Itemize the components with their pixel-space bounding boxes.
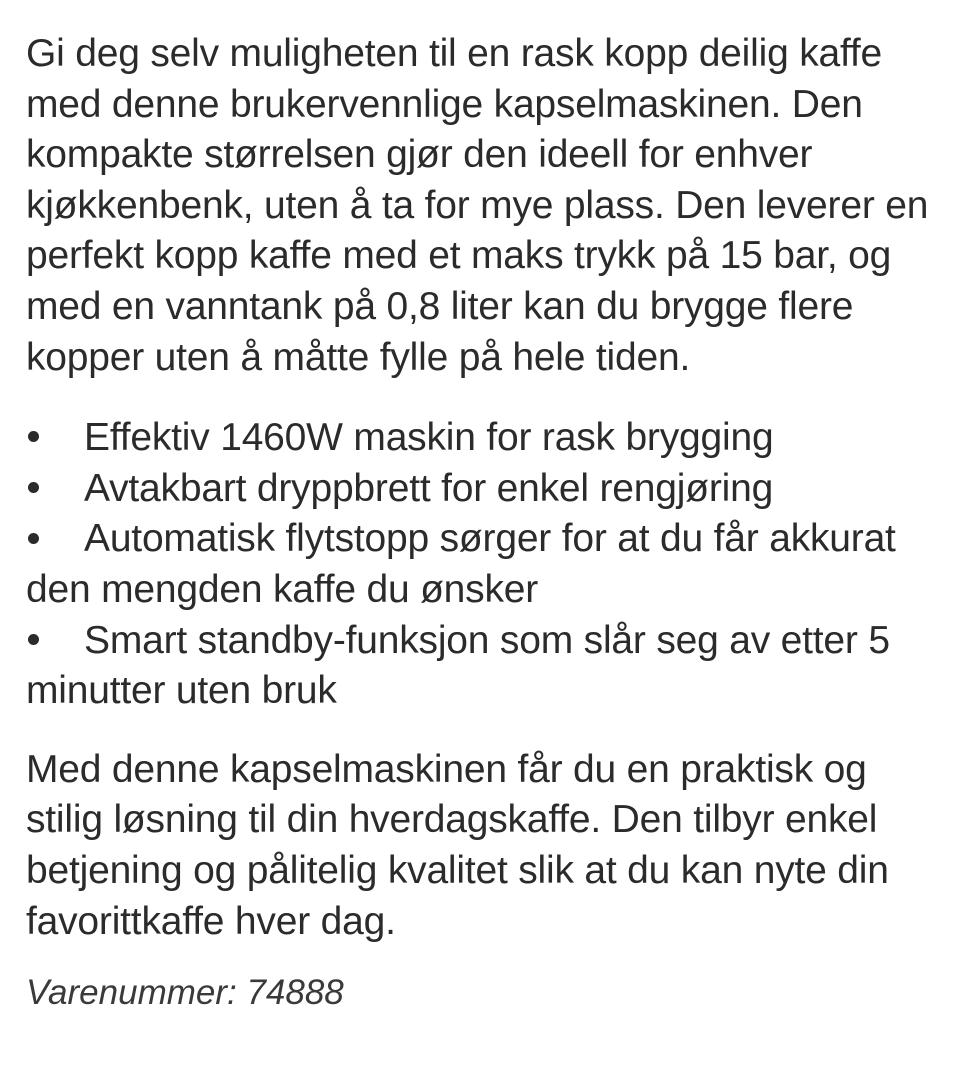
feature-text: Automatisk flytstopp sørger for at du får akkurat den mengden kaffe du ønsker — [26, 517, 896, 611]
bullet-icon — [26, 514, 84, 565]
outro-paragraph: Med denne kapselmaskinen får du en praktisk og stilig løsning til din hverdagskaffe. Den tilbyr enkel betjening og pålitelig kvalitet slik at du kan nyte din favorittkaffe hver dag. — [26, 747, 889, 943]
feature-item — [26, 464, 946, 515]
intro-paragraph: Gi deg selv muligheten til en rask kopp deilig kaffe med denne brukervennlige kapselmaskinen. Den kompakte størrelsen gjør den ideell for enhver kjøkkenbenk, uten å ta for mye plass. Den leverer en perfekt kopp kaffe med et maks trykk på 15 bar, og med en vanntank på 0,8 liter kan du brygge flere kopper uten å måtte fylle på hele tiden. — [26, 32, 929, 379]
feature-text: Smart standby-funksjon som slår seg av etter 5 minutter uten bruk — [26, 618, 890, 713]
feature-text: Effektiv 1460W maskin for rask brygging — [84, 416, 774, 460]
product-description — [26, 29, 946, 1015]
feature-list — [26, 413, 946, 717]
item-number: Varenummer: 74888 — [26, 973, 344, 1013]
bullet-icon — [26, 616, 84, 667]
feature-item — [26, 514, 946, 615]
feature-item — [26, 616, 946, 717]
bullet-icon — [26, 413, 84, 464]
feature-text: Avtakbart dryppbrett for enkel rengjøring — [84, 466, 774, 510]
feature-item — [26, 413, 946, 464]
bullet-icon — [26, 464, 84, 515]
